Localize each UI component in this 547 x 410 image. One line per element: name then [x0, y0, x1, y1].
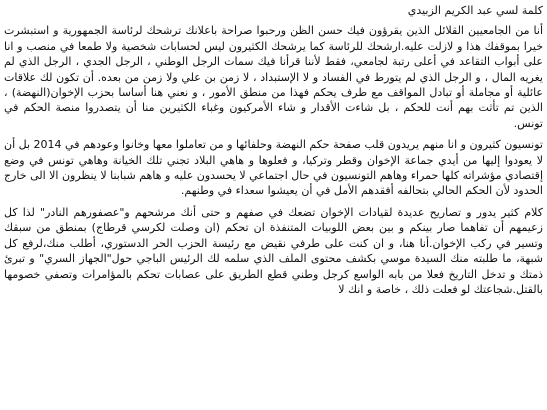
paragraph-1: أنا من الجامعيين القلائل الذين يقرؤون فيك حسن الظن ورحبوا صراحة باعلانك ترشحك لرئاسة الجمهورية و استبشرت خيرا بموقفك هذا و لازلت عليه.ارشحك للرئاسة كما يرشحك الكثيرون ليس لحسابات شخصية ولا طمعا في منصب و انا على أبواب التقاعد في أعلى رتبة لجامعي، فقط لأننا قرأنا فيك سمات الرجل الوطني ، الرجل الجدي ، الرجل الذي لم يغريه المال ، و الرجل الذي لم يتورط في الفساد و لا الإستبداد ، لا زمن بن علي ولا زمن من بعده. أن تكون لك علاقات عائلية أو مجاملة أو تبادل المواقف مع طرف يحكم فهذا من منطق الأمور ، و نعني هنا أساسا بحزب الإخوان(النهضة) ، الذين تم تأثت بهم أنت للحكم ، بل شاءت الأقدار و شاء الأمركيون وغباء الكثيرين منا أن يتصدروا منصة الحكم في تونس. [4, 24, 543, 130]
article-heading: كلمة لسي عبد الكريم الزبيدي [407, 4, 543, 17]
paragraph-2: تونسيون كثيرون و انا منهم يريدون قلب صفحة حكم النهضة وحلفائها و من تعاملوا معها وخانوا وعودهم في 2014 بل أن لا يعودوا إليها من أيدي جماعة الإخوان وقطر وتركيا، و فعلوها و هاهي البلاد تجني تلك الخيانة وهاهي تونس في وضع إقتصادي مؤشراته كلها حمراء وهاهم التونسيون في حال اجتماعي لا يحسدون عليه و هاهم شبابنا لا ينظرون الا الى خارج الحدود لأن الحكم الحالي بتحالفه أفقدهم الأمل في أن يعيشوا سعداء في وطنهم. [4, 138, 543, 198]
paragraph-3: كلام كثير يدور و تصاريح عديدة لقيادات الإخوان تضعك في صفهم و حتى أنك مرشحهم و"عصفورهم النادر" لذا كل زعيمهم أن تفاهما صار بينكم و بين بعض اللوبيات المتنفذة ان تحكم (ان وصلت لكرسي قرطاج) بمنطق من سبقك وتسير في ركب الإخوان.أنا هنا، و ان كنت على طرفي نقيض مع رئيسة الحزب الحر الدستوري، أطلب منك،لرفع كل شبهة، ما طلبته منك السيدة موسي بكشف محتوى الملف الذي سلمه لك الرئيس الباجي حول"الجهاز السري" و تبرئ ذمتك و تدخل التاريخ فعلا من بابه الواسع كرجل وطني قطع الطريق على عصابات تحكم بالمؤامرات وتصفي خصومها بالقتل.شجاعتك لو فعلت ذلك ، خاصة و انك لا [4, 205, 543, 296]
